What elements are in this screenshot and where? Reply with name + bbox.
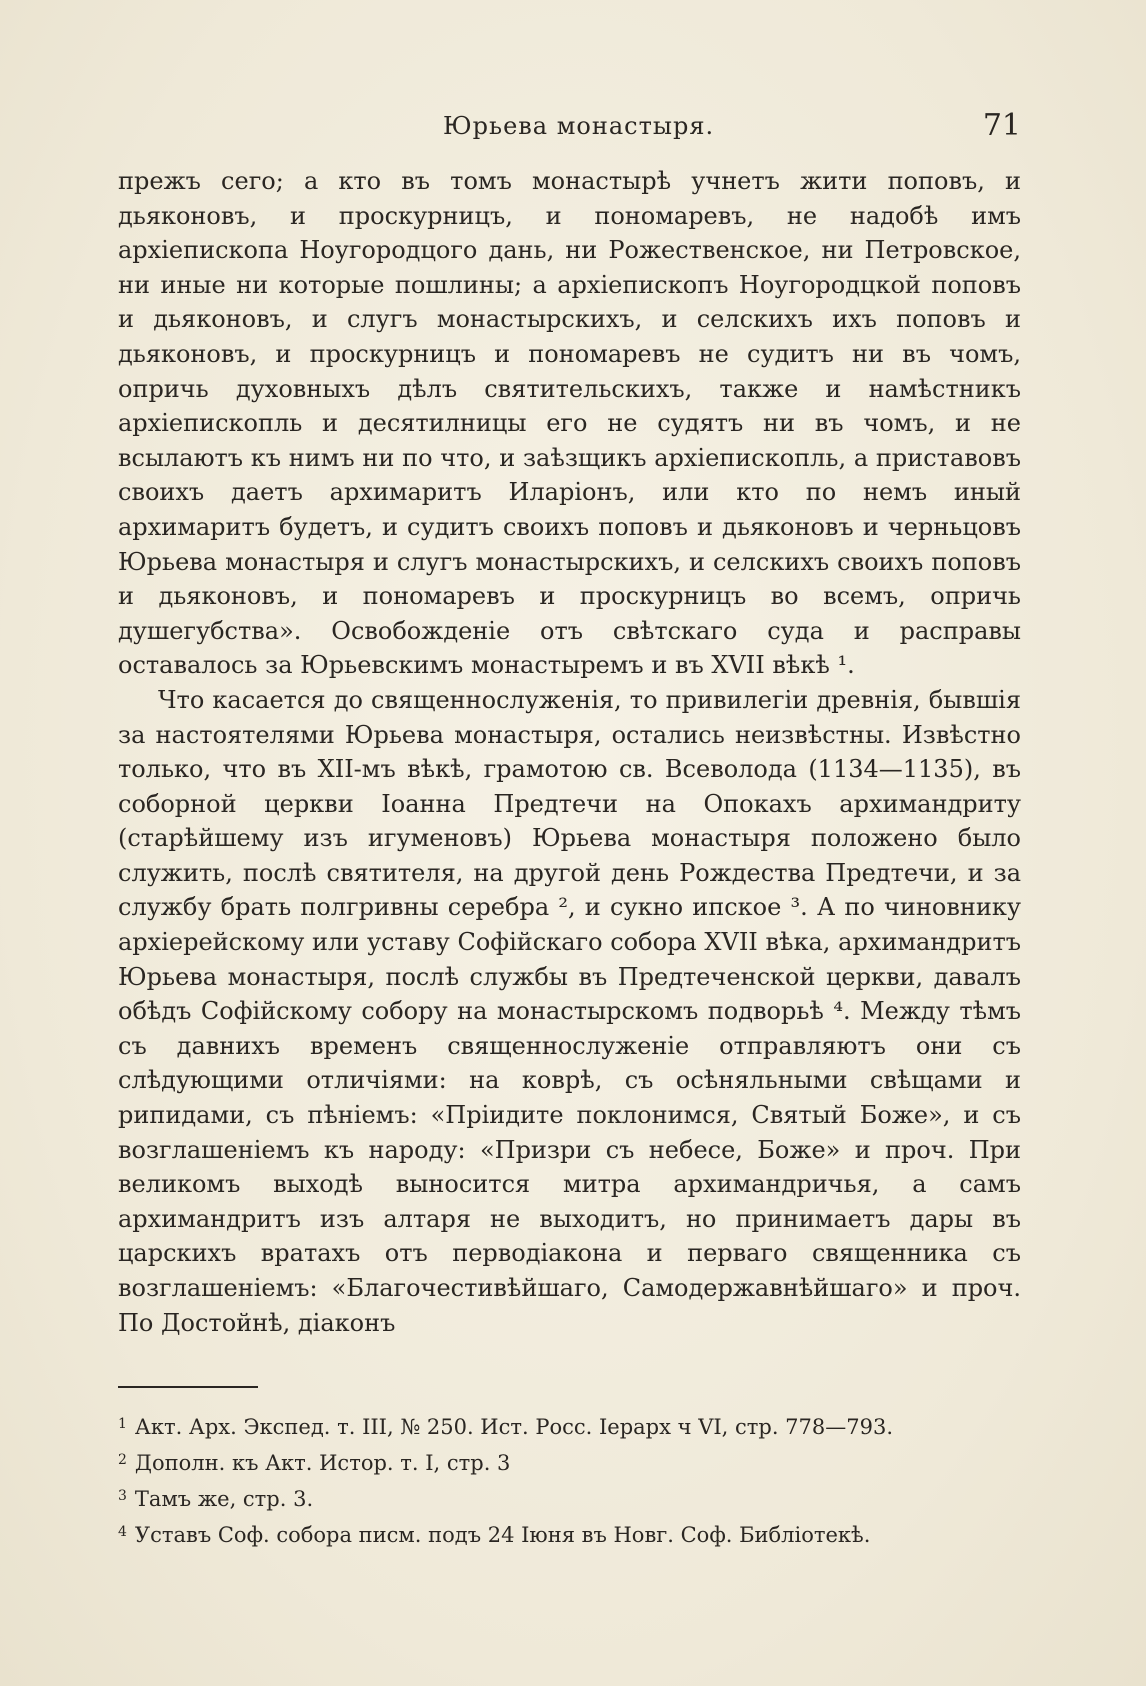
footnote-mark: 3 [118, 1488, 127, 1504]
footnote-text: Дополн. къ Акт. Истор. т. I, стр. 3 [134, 1451, 511, 1475]
page-number: 71 [982, 108, 1021, 143]
main-text [118, 164, 1021, 1340]
footnote-text: Уставъ Соф. собора писм. подъ 24 Іюня въ Новг. Соф. Библіотекѣ. [134, 1523, 871, 1547]
paragraph: Что касается до священнослуженія, то привилегіи древнія, бывшія за настоятелями Юрьева монастыря, остались неизвѣстны. Извѣстно только, что въ XII-мъ вѣкѣ, грамотою св. Всеволода (1134—1135), въ соборной церкви Іоанна Предтечи на Опокахъ архимандриту (старѣйшему изъ игуменовъ) Юрьева монастыря положено было служить, послѣ святителя, на другой день Рождества Предтечи, и за службу брать полгривны серебра ², и сукно ипское ³. А по чиновнику архіерейскому или уставу Софійскаго собора XVII вѣка, архимандритъ Юрьева монастыря, послѣ службы въ Предтеченской церкви, давалъ обѣдъ Софійскому собору на монастырскомъ подворьѣ ⁴. Между тѣмъ съ давнихъ временъ священнослуженіе отправляютъ они съ слѣдующими отличіями: на коврѣ, съ осѣняльными свѣщами и рипидами, съ пѣніемъ: «Пріидите поклонимся, Святый Боже», и съ возглашеніемъ къ народу: «Призри съ небесе, Боже» и проч. При великомъ выходѣ выносится митра архимандричья, а самъ архимандритъ изъ алтаря не выходитъ, но принимаетъ дары въ царскихъ вратахъ отъ перводіакона и перваго священника съ возглашеніемъ: «Благочестивѣйшаго, Самодержавнѣйшаго» и проч. По Достойнѣ, діаконъ [118, 685, 1021, 1337]
running-title: Юрьева монастыря. [443, 112, 715, 140]
footnote-mark: 1 [118, 1416, 127, 1432]
footnote [118, 1516, 1021, 1552]
footnotes [118, 1408, 1021, 1552]
paragraph: прежъ сего; а кто въ томъ монастырѣ учнетъ жити поповъ, и дьяконовъ, и проскурницъ, и пономаревъ, не надобѣ имъ архіепископа Ноугородцого дань, ни Рожественское, ни Петровское, ни иные ни которые пошлины; а архіепископъ Ноугородцкой поповъ и дьяконовъ, и слугъ монастырскихъ, и селскихъ ихъ поповъ и дьяконовъ, и проскурницъ и пономаревъ не судитъ ни въ чомъ, опричь духовныхъ дѣлъ святительскихъ, также и намѣстникъ архіепископль и десятилницы его не судятъ ни въ чомъ, и не всылаютъ къ нимъ ни по что, и заѣзщикъ архіепископль, а приставовъ своихъ даетъ архимаритъ Иларіонъ, или кто по немъ иный архимаритъ будетъ, и судитъ своихъ поповъ и дьяконовъ и черньцовъ Юрьева монастыря и слугъ монастырскихъ, и селскихъ своихъ поповъ и дьяконовъ, и пономаревъ и проскурницъ во всемъ, опричь душегубства». Освобожденіе отъ свѣтскаго суда и расправы оставалось за Юрьевскимъ монастыремъ и въ XVII вѣкѣ ¹. [118, 167, 1021, 680]
footnote [118, 1408, 1021, 1444]
footnote-mark: 4 [118, 1524, 127, 1540]
footnote [118, 1480, 1021, 1516]
footnote-divider [118, 1386, 258, 1388]
page-header [118, 108, 1021, 148]
footnote-mark: 2 [118, 1452, 127, 1468]
footnote-text: Акт. Арх. Экспед. т. III, № 250. Ист. Росс. Іерарх ч VI, стр. 778—793. [134, 1415, 894, 1439]
footnote-text: Тамъ же, стр. 3. [134, 1487, 314, 1511]
footnote [118, 1444, 1021, 1480]
